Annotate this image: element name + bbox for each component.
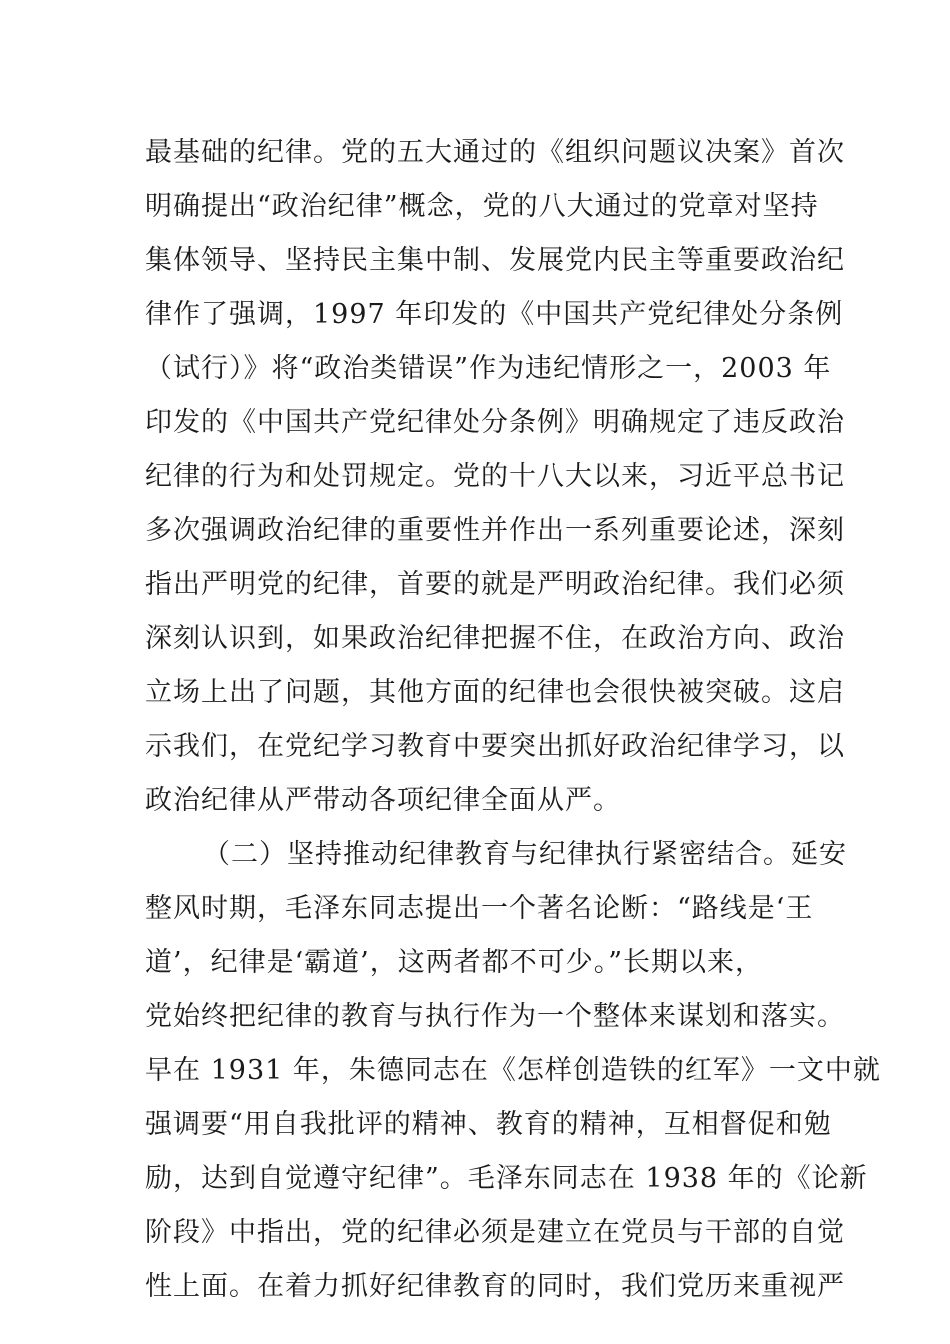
text-line: 性上面。在着力抓好纪律教育的同时，我们党历来重视严: [145, 1271, 845, 1302]
text-line: 强调要“用自我批评的精神、教育的精神，互相督促和勉: [145, 1109, 832, 1140]
text-line: 指出严明党的纪律，首要的就是严明政治纪律。我们必须: [145, 569, 845, 600]
text-line: 律作了强调，1997 年印发的《中国共产党纪律处分条例: [145, 299, 844, 330]
text-line: 最基础的纪律。党的五大通过的《组织问题议决案》首次: [145, 137, 845, 168]
text-line: 示我们，在党纪学习教育中要突出抓好政治纪律学习，以: [145, 731, 845, 762]
text-line: 政治纪律从严带动各项纪律全面从严。: [145, 785, 621, 816]
text-line: 纪律的行为和处罚规定。党的十八大以来，习近平总书记: [145, 461, 845, 492]
text-line: 立场上出了问题，其他方面的纪律也会很快被突破。这启: [145, 677, 845, 708]
text-line: 党始终把纪律的教育与执行作为一个整体来谋划和落实。: [145, 1001, 845, 1032]
text-line: 多次强调政治纪律的重要性并作出一系列重要论述，深刻: [145, 515, 845, 546]
text-line: 道’，纪律是‘霸道’，这两者都不可少。”长期以来，: [145, 947, 764, 978]
text-line: 励，达到自觉遵守纪律”。毛泽东同志在 1938 年的《论新: [145, 1163, 868, 1194]
text-line: 集体领导、坚持民主集中制、发展党内民主等重要政治纪: [145, 245, 845, 276]
text-line: （试行）》将“政治类错误”作为违纪情形之一，2003 年: [145, 353, 832, 384]
text-line: 深刻认识到，如果政治纪律把握不住，在政治方向、政治: [145, 623, 845, 654]
text-line: 印发的《中国共产党纪律处分条例》明确规定了违反政治: [145, 407, 845, 438]
text-line: 阶段》中指出，党的纪律必须是建立在党员与干部的自觉: [145, 1217, 845, 1248]
body-text: [145, 126, 881, 1314]
text-line: 整风时期，毛泽东同志提出一个著名论断：“路线是‘王: [145, 893, 814, 924]
text-line: 早在 1931 年，朱德同志在《怎样创造铁的红军》一文中就: [145, 1055, 881, 1086]
text-line: 明确提出“政治纪律”概念，党的八大通过的党章对坚持: [145, 191, 819, 222]
section-heading-line: （二）坚持推动纪律教育与纪律执行紧密结合。延安: [203, 839, 847, 870]
